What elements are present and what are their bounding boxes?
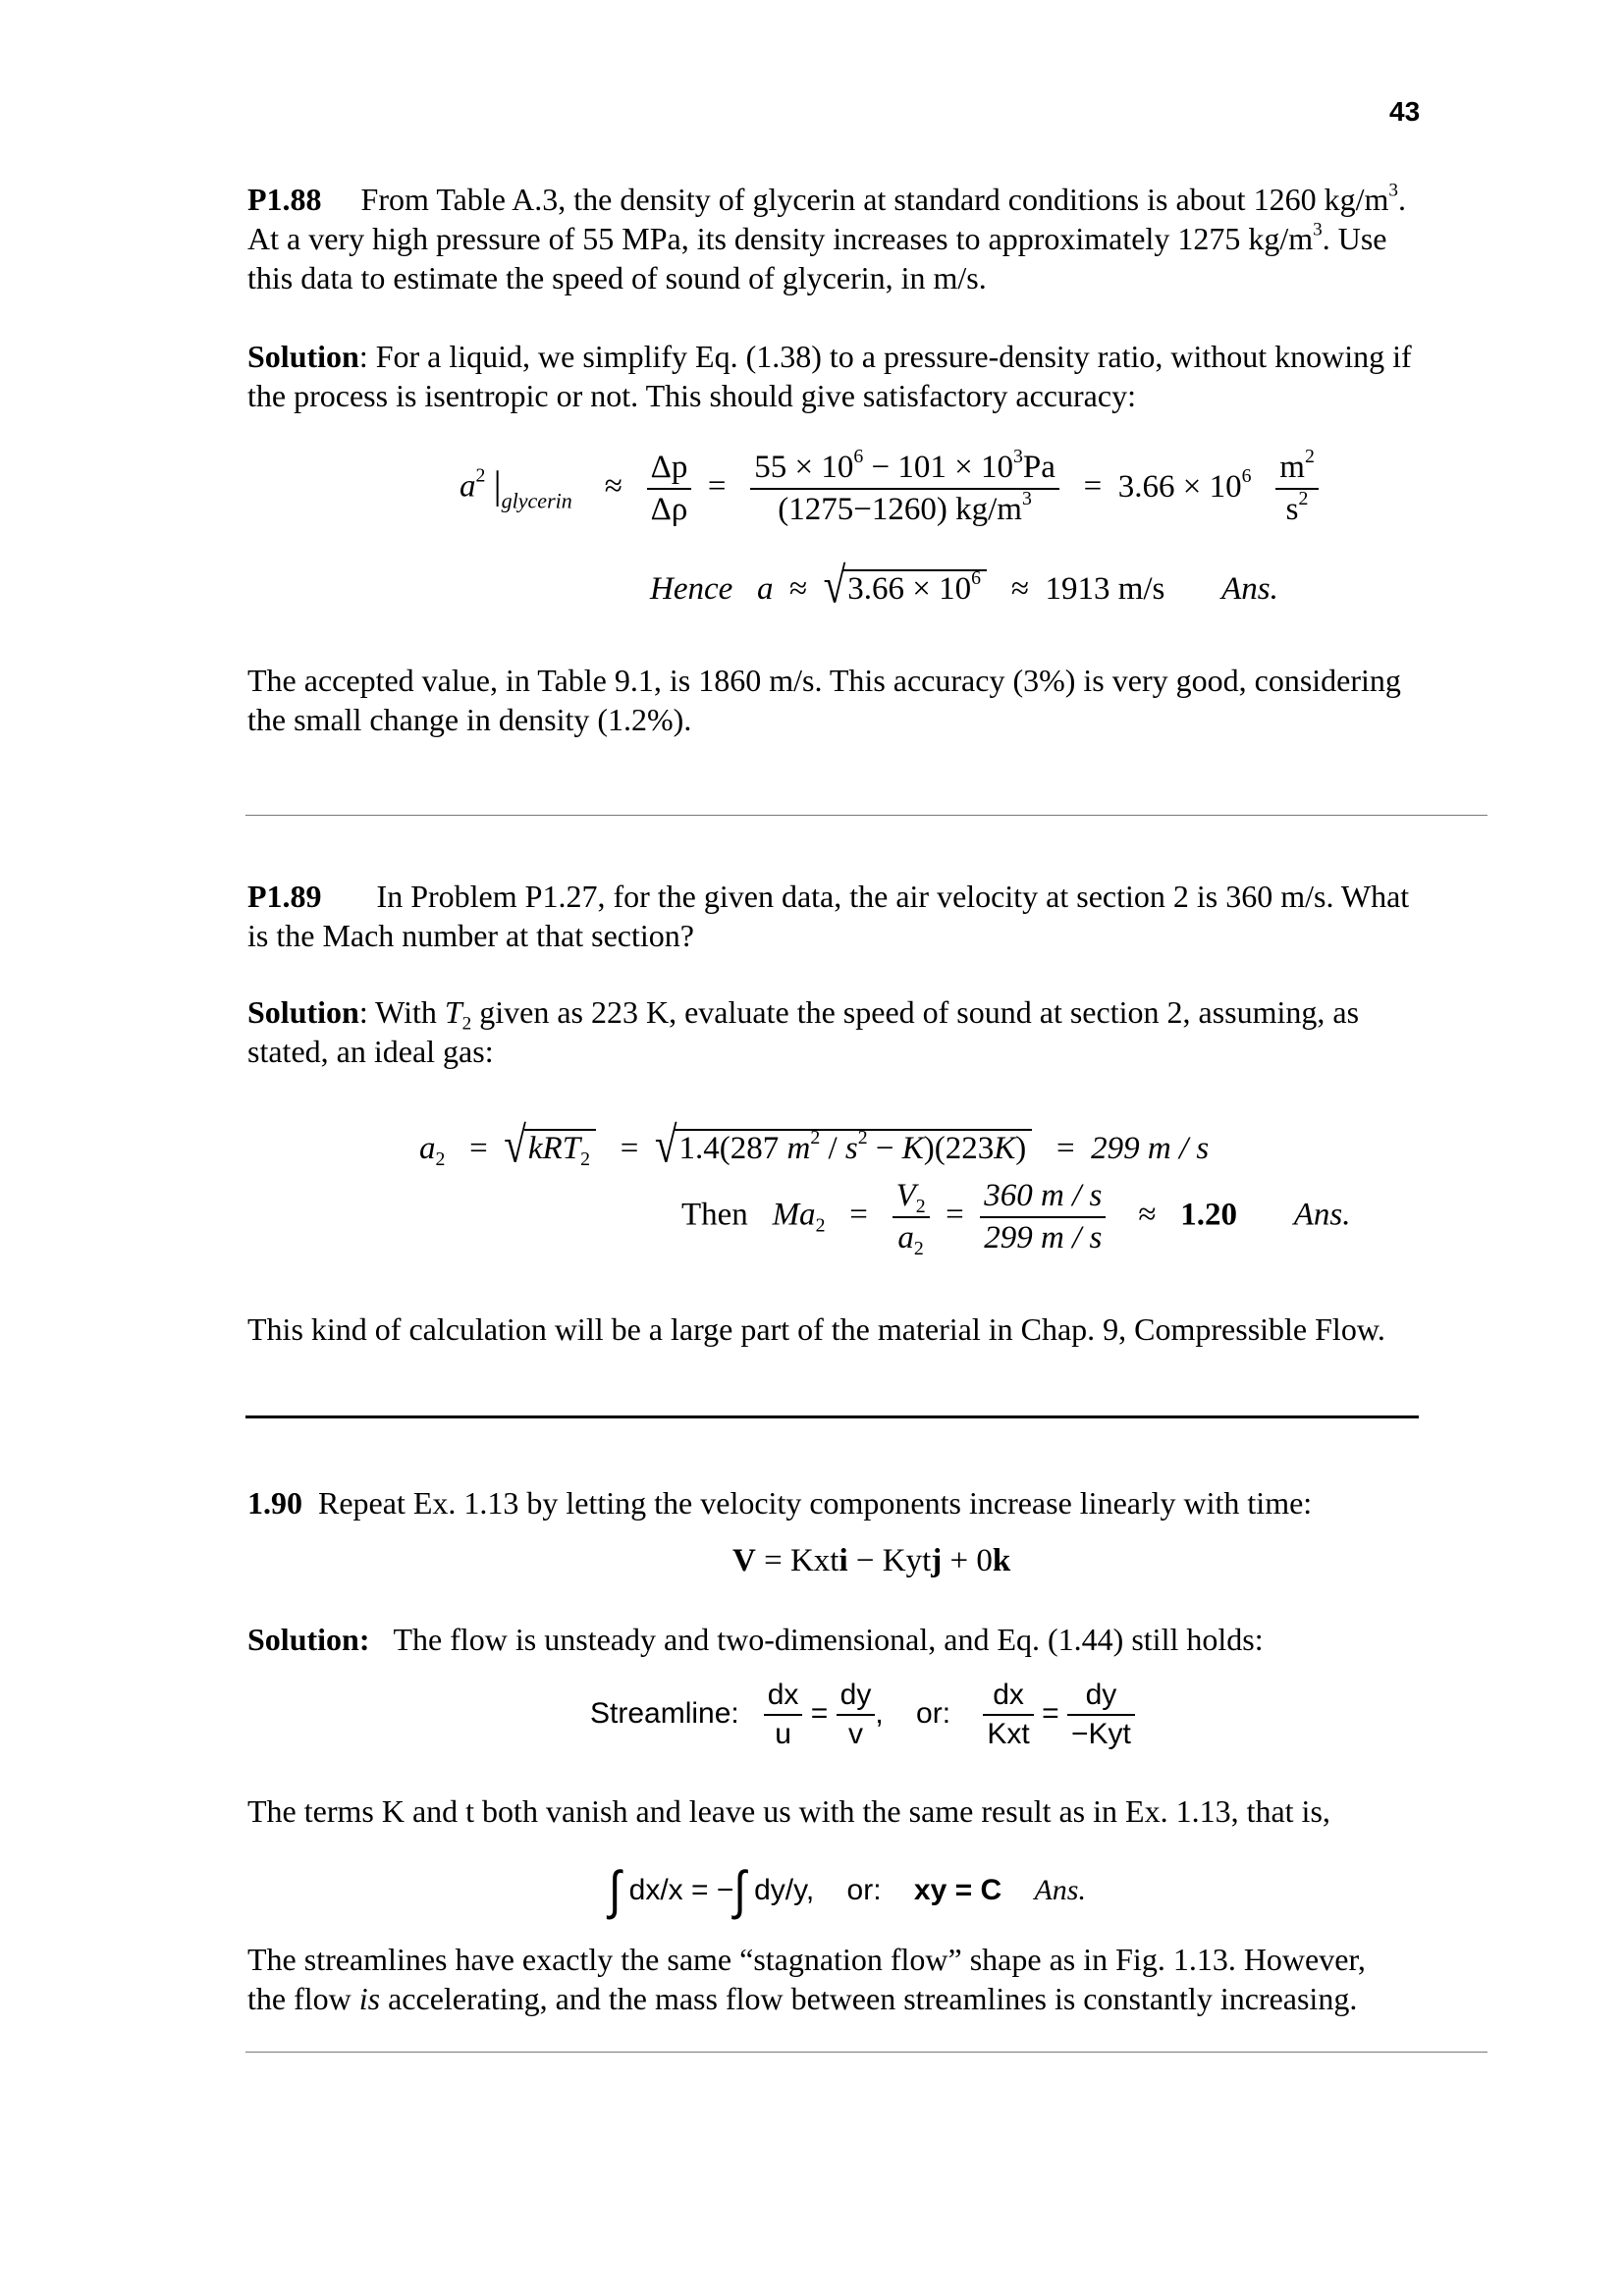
eq-den: [1275, 490, 1319, 528]
eq-num: 360 m / s: [980, 1178, 1106, 1218]
p190-closing-line1: The streamlines have exactly the same “stagnation flow” shape as in Fig. 1.13. However,: [247, 1942, 1366, 1977]
text: . Use: [1322, 221, 1387, 256]
text: =: [1042, 1696, 1059, 1730]
ans-label: Ans.: [1034, 1874, 1086, 1906]
p188-label: P1.88: [247, 182, 322, 217]
eq-equals: =: [707, 468, 727, 505]
text: .: [1397, 182, 1406, 217]
superscript: 3: [1313, 219, 1323, 240]
fraction-dp-drho: [647, 450, 692, 528]
fraction: [983, 1679, 1033, 1751]
text: is: [358, 1981, 381, 2016]
text: given as 223 K, evaluate the speed of sound at section 2, assuming, as: [471, 994, 1360, 1030]
subscript: 2: [435, 1148, 446, 1170]
text: accelerating, and the mass flow between streamlines is constantly increasing.: [380, 1981, 1358, 2016]
p190-closing: [247, 1940, 1494, 2018]
subscript: 2: [913, 1237, 924, 1259]
eq-den: u: [775, 1718, 791, 1750]
eq-approx: ≈: [1010, 571, 1029, 607]
p188-statement-line3: this data to estimate the speed of sound of glycerin, in m/s.: [247, 260, 987, 295]
p190-velocity-equation: [732, 1543, 1010, 1579]
sqrt-symbol: √: [654, 1116, 677, 1173]
ans-label: Ans.: [1293, 1197, 1351, 1233]
p188-equation-2: [650, 557, 1278, 614]
p190-statement: [247, 1483, 1494, 1522]
p188-solution-label: Solution: [247, 339, 359, 374]
fraction-units: [1275, 446, 1319, 528]
eq-num: [893, 1178, 930, 1218]
p188-statement-line1: From Table A.3, the density of glycerin at standard conditions is about 1260 kg/m: [360, 182, 1389, 217]
text: s: [1285, 492, 1299, 527]
text: V: [895, 1178, 916, 1213]
subscript: 2: [580, 1148, 590, 1170]
fraction-velocity-ratio: [980, 1178, 1106, 1256]
fraction-pressure-density: [750, 446, 1059, 528]
eq-sub: glycerin: [501, 488, 572, 513]
text: Pa: [1022, 450, 1055, 485]
text: dy/y,: [745, 1874, 815, 1906]
text: 3.66 × 10: [1117, 468, 1242, 505]
text: T: [444, 994, 462, 1030]
eq-result: xy = C: [913, 1874, 1002, 1906]
eq-den: −Kyt: [1070, 1718, 1131, 1750]
p188-closing-line1: The accepted value, in Table 9.1, is 1860 m/s. This accuracy (3%) is very good, considering: [247, 663, 1401, 698]
eq-den: Kxt: [987, 1718, 1030, 1750]
p189-solution: [247, 992, 1494, 1071]
eq-equals: =: [946, 1197, 964, 1233]
p189-statement-line2: is the Mach number at that section?: [247, 918, 694, 953]
text: m: [1279, 450, 1305, 485]
text: )(223: [923, 1131, 995, 1166]
eq-hence: Hence: [650, 571, 733, 607]
p188-equation-1: [460, 446, 1319, 528]
eq-num: dx: [983, 1679, 1033, 1716]
sqrt-content: [843, 569, 987, 608]
eq-then: Then: [681, 1197, 748, 1233]
superscript: 2: [1298, 488, 1309, 510]
text: =: [810, 1696, 829, 1730]
eq-equals: =: [469, 1131, 488, 1166]
subscript: 2: [815, 1214, 826, 1237]
streamline-label: Streamline:: [590, 1696, 739, 1730]
fraction-v2-a2: [893, 1178, 930, 1259]
text: ∫: [609, 1859, 622, 1920]
p190-solution: [247, 1620, 1494, 1659]
eq-bar: |: [493, 462, 502, 507]
p189-equation-2: [681, 1178, 1351, 1259]
section-divider: [245, 2052, 1488, 2053]
eq-equals: =: [1056, 1131, 1075, 1166]
eq-result: 299 m / s: [1091, 1131, 1210, 1166]
text: − 101 × 10: [863, 450, 1013, 485]
eq-num: dy: [837, 1679, 876, 1716]
superscript: 6: [853, 446, 864, 468]
text: + 0: [942, 1543, 993, 1578]
sqrt-symbol: √: [823, 557, 846, 614]
text: /: [820, 1131, 845, 1166]
p188-solution-line2: the process is isentropic or not. This should give satisfactory accuracy:: [247, 378, 1136, 413]
eq-num: [1275, 446, 1319, 490]
section-divider: [245, 1415, 1419, 1418]
page-number: 43: [1389, 96, 1421, 127]
superscript: 2: [810, 1127, 821, 1149]
eq-approx: ≈: [1138, 1197, 1157, 1233]
superscript: 6: [1241, 464, 1252, 487]
eq-approx: ≈: [604, 468, 622, 505]
p189-statement: [247, 877, 1494, 955]
p189-closing: This kind of calculation will be a large part of the material in Chap. 9, Compressible Flow.: [247, 1311, 1385, 1347]
eq-result: [1117, 464, 1252, 505]
p190-integral-equation: [609, 1859, 1086, 1920]
text: kRT: [527, 1131, 581, 1166]
text: −: [867, 1131, 902, 1166]
text: a: [419, 1131, 436, 1166]
p190-streamline-equation: [590, 1679, 1135, 1751]
p190-solution-text: The flow is unsteady and two-dimensional, and Eq. (1.44) still holds:: [393, 1622, 1264, 1657]
superscript: 3: [1021, 488, 1032, 510]
text: Ma: [772, 1197, 816, 1233]
text: (1275−1260) kg/m: [778, 492, 1022, 527]
text: k: [992, 1543, 1011, 1578]
p188-solution: [247, 337, 1494, 415]
text: ): [1015, 1131, 1027, 1166]
text: K: [901, 1131, 924, 1166]
subscript: 2: [461, 1013, 472, 1035]
text: ,: [875, 1696, 884, 1730]
text: the flow: [247, 1981, 359, 2016]
text: 3.66 × 10: [847, 571, 972, 607]
eq-den: [893, 1218, 930, 1259]
eq-num: Δp: [647, 450, 692, 490]
text: : With: [358, 994, 445, 1030]
p189-solution-label: Solution: [247, 994, 359, 1030]
text: 55 × 10: [754, 450, 854, 485]
eq-num: dx: [764, 1679, 803, 1716]
superscript: 6: [971, 567, 982, 590]
text: V: [732, 1543, 756, 1578]
p188-statement: [247, 180, 1494, 297]
text: i: [839, 1543, 848, 1578]
fraction: [764, 1679, 803, 1751]
text: or:: [916, 1696, 951, 1730]
text: = Kxt: [755, 1543, 839, 1578]
text: − Kyt: [847, 1543, 932, 1578]
superscript: 2: [1304, 446, 1315, 468]
eq-num: dy: [1067, 1679, 1135, 1716]
text: a: [897, 1220, 914, 1255]
eq-result: 1913 m/s: [1045, 571, 1165, 607]
text: or:: [846, 1874, 882, 1906]
p188-closing-line2: the small change in density (1.2%).: [247, 702, 692, 737]
text: j: [931, 1543, 943, 1578]
superscript: 3: [1012, 446, 1023, 468]
p189-solution-line2: stated, an ideal gas:: [247, 1034, 494, 1069]
eq-equals: =: [849, 1197, 868, 1233]
p189-statement-line1: In Problem P1.27, for the given data, the air velocity at section 2 is 360 m/s. What: [376, 879, 1410, 914]
text: K: [994, 1131, 1016, 1166]
text: m: [786, 1131, 811, 1166]
ans-label: Ans.: [1221, 571, 1278, 607]
eq-approx: ≈: [789, 571, 808, 607]
superscript: 3: [1388, 180, 1398, 201]
p188-solution-line1: : For a liquid, we simplify Eq. (1.38) to a pressure-density ratio, without knowing if: [358, 339, 1412, 374]
p190-label: 1.90: [247, 1485, 302, 1521]
eq-den: v: [848, 1718, 863, 1750]
fraction: [1067, 1679, 1135, 1751]
eq-den: Δρ: [650, 492, 688, 527]
p190-terms: The terms K and t both vanish and leave us with the same result as in Ex. 1.13, that is,: [247, 1793, 1330, 1829]
eq-var: a: [460, 468, 476, 505]
p190-solution-label: Solution:: [247, 1622, 370, 1657]
p190-statement-text: Repeat Ex. 1.13 by letting the velocity components increase linearly with time:: [318, 1485, 1313, 1521]
text: 1.4(287: [678, 1131, 787, 1166]
p189-equation-1: [419, 1116, 1210, 1173]
eq-num: [750, 446, 1059, 490]
eq-result: 1.20: [1180, 1197, 1237, 1233]
superscript: 2: [857, 1127, 868, 1149]
p189-label: P1.89: [247, 879, 322, 914]
eq-sup: 2: [475, 464, 486, 487]
eq-equals: =: [620, 1131, 639, 1166]
eq-den: 299 m / s: [984, 1220, 1103, 1255]
p188-statement-line2: At a very high pressure of 55 MPa, its density increases to approximately 1275 kg/m: [247, 221, 1314, 256]
text: s: [844, 1131, 858, 1166]
p188-closing: [247, 661, 1494, 739]
fraction: [837, 1679, 876, 1751]
sqrt-symbol: √: [504, 1116, 526, 1173]
text: ∫: [733, 1859, 746, 1920]
subscript: 2: [915, 1195, 926, 1217]
text: dx/x = −: [621, 1874, 734, 1906]
eq-den: [750, 490, 1059, 528]
eq-var: a: [757, 571, 774, 607]
sqrt-content: [675, 1129, 1032, 1167]
eq-equals: =: [1083, 468, 1103, 505]
sqrt-content: [524, 1129, 596, 1170]
section-divider: [245, 815, 1488, 816]
